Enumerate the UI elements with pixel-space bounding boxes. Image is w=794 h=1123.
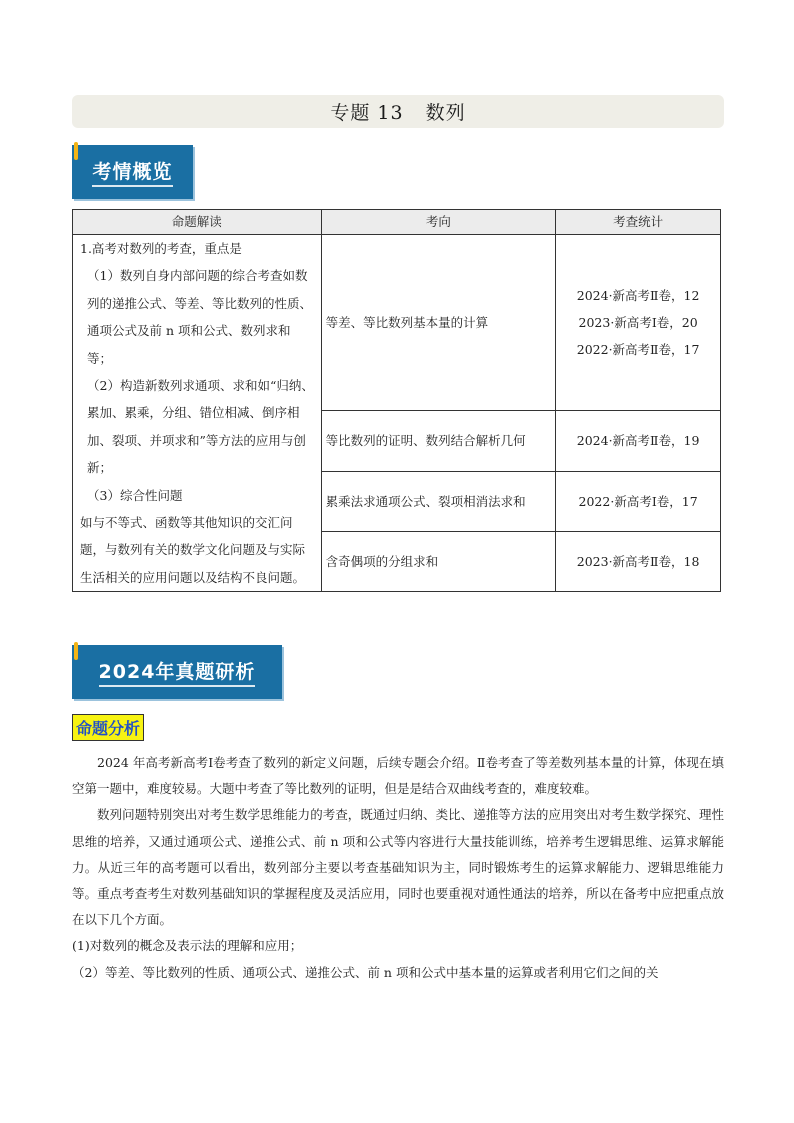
section-analysis-badge xyxy=(72,645,282,699)
table-header-row xyxy=(73,210,721,235)
section-overview-badge xyxy=(72,145,193,199)
direction-cell: 等比数列的证明、数列结合解析几何 xyxy=(321,411,556,471)
interpretation-line: （1）数列自身内部问题的综合考查如数列的递推公式、等差、等比数列的性质、通项公式及前 n 项和公式、数列求和等； xyxy=(87,268,313,366)
header-interpretation: 命题解读 xyxy=(73,210,322,235)
statistics-entry: 2024·新高考Ⅱ卷，12 xyxy=(576,287,700,303)
analysis-paragraph: 数列问题特别突出对考生数学思维能力的考查，既通过归纳、类比、递推等方法的应用突出对考生数学探究、理性思维的培养，又通过通项公式、递推公式、前 n 项和公式等内容进行大量技能训练，培养考生逻辑思维、运算求解能力。从近三年的高考题可以看出，数列部分主要以考查基础知识为主，同时锻炼考生的运算求解能力、逻辑思维能力等。重点考查考生对数列基础知识的掌握程度及灵活应用，同时也要重视对通性通法的培养，所以在备考中应把重点放在以下几个方面。 xyxy=(72,807,724,928)
analysis-paragraph: 2024 年高考新高考Ⅰ卷考查了数列的新定义问题，后续专题会介绍。Ⅱ卷考查了等差数列基本量的计算，体现在填空第一题中，难度较易。大题中考查了等比数列的证明，但是是结合双曲线考查的，难度较难。 xyxy=(72,755,724,797)
analysis-subheading: 命题分析 xyxy=(72,714,144,741)
direction-cell: 累乘法求通项公式、裂项相消法求和 xyxy=(321,471,556,531)
statistics-entry: 2022·新高考Ⅱ卷，17 xyxy=(576,342,700,358)
header-direction: 考向 xyxy=(321,210,556,235)
interpretation-line: 如与不等式、函数等其他知识的交汇问题，与数列有关的数学文化问题及与实际生活相关的应用问题以及结构不良问题。 xyxy=(80,515,306,585)
interpretation-line: 1.高考对数列的考查，重点是 xyxy=(80,241,242,256)
topic-number: 专题 13 xyxy=(330,102,404,124)
statistics-cell: 2024·新高考Ⅱ卷，19 xyxy=(556,411,721,471)
section-overview-label: 考情概览 xyxy=(92,157,172,187)
analysis-body xyxy=(72,750,724,986)
badge-tab-marker xyxy=(74,642,78,660)
section-analysis-label: 2024年真题研析 xyxy=(99,657,256,687)
interpretation-line: （3）综合性问题 xyxy=(87,487,183,503)
analysis-paragraph: （2）等差、等比数列的性质、通项公式、递推公式、前 n 项和公式中基本量的运算或者利用它们之间的关 xyxy=(72,964,659,980)
interpretation-cell xyxy=(73,235,322,592)
statistics-cell: 2022·新高考Ⅰ卷，17 xyxy=(556,471,721,531)
interpretation-line: （2）构造新数列求通项、求和如“归纳、累加、累乘，分组、错位相减、倒序相加、裂项、并项求和”等方法的应用与创新； xyxy=(87,378,314,476)
direction-cell: 含奇偶项的分组求和 xyxy=(321,532,556,592)
topic-name: 数列 xyxy=(425,102,466,124)
exam-overview-table xyxy=(72,209,721,592)
table-row xyxy=(73,235,721,411)
document-title xyxy=(72,95,724,128)
statistics-entry: 2023·新高考Ⅰ卷，20 xyxy=(578,315,698,331)
statistics-cell: 2023·新高考Ⅱ卷，18 xyxy=(556,532,721,592)
badge-tab-marker xyxy=(74,142,78,160)
analysis-paragraph: (1)对数列的概念及表示法的理解和应用； xyxy=(72,938,303,954)
statistics-cell xyxy=(556,235,721,411)
header-statistics: 考查统计 xyxy=(556,210,721,235)
direction-cell: 等差、等比数列基本量的计算 xyxy=(321,235,556,411)
